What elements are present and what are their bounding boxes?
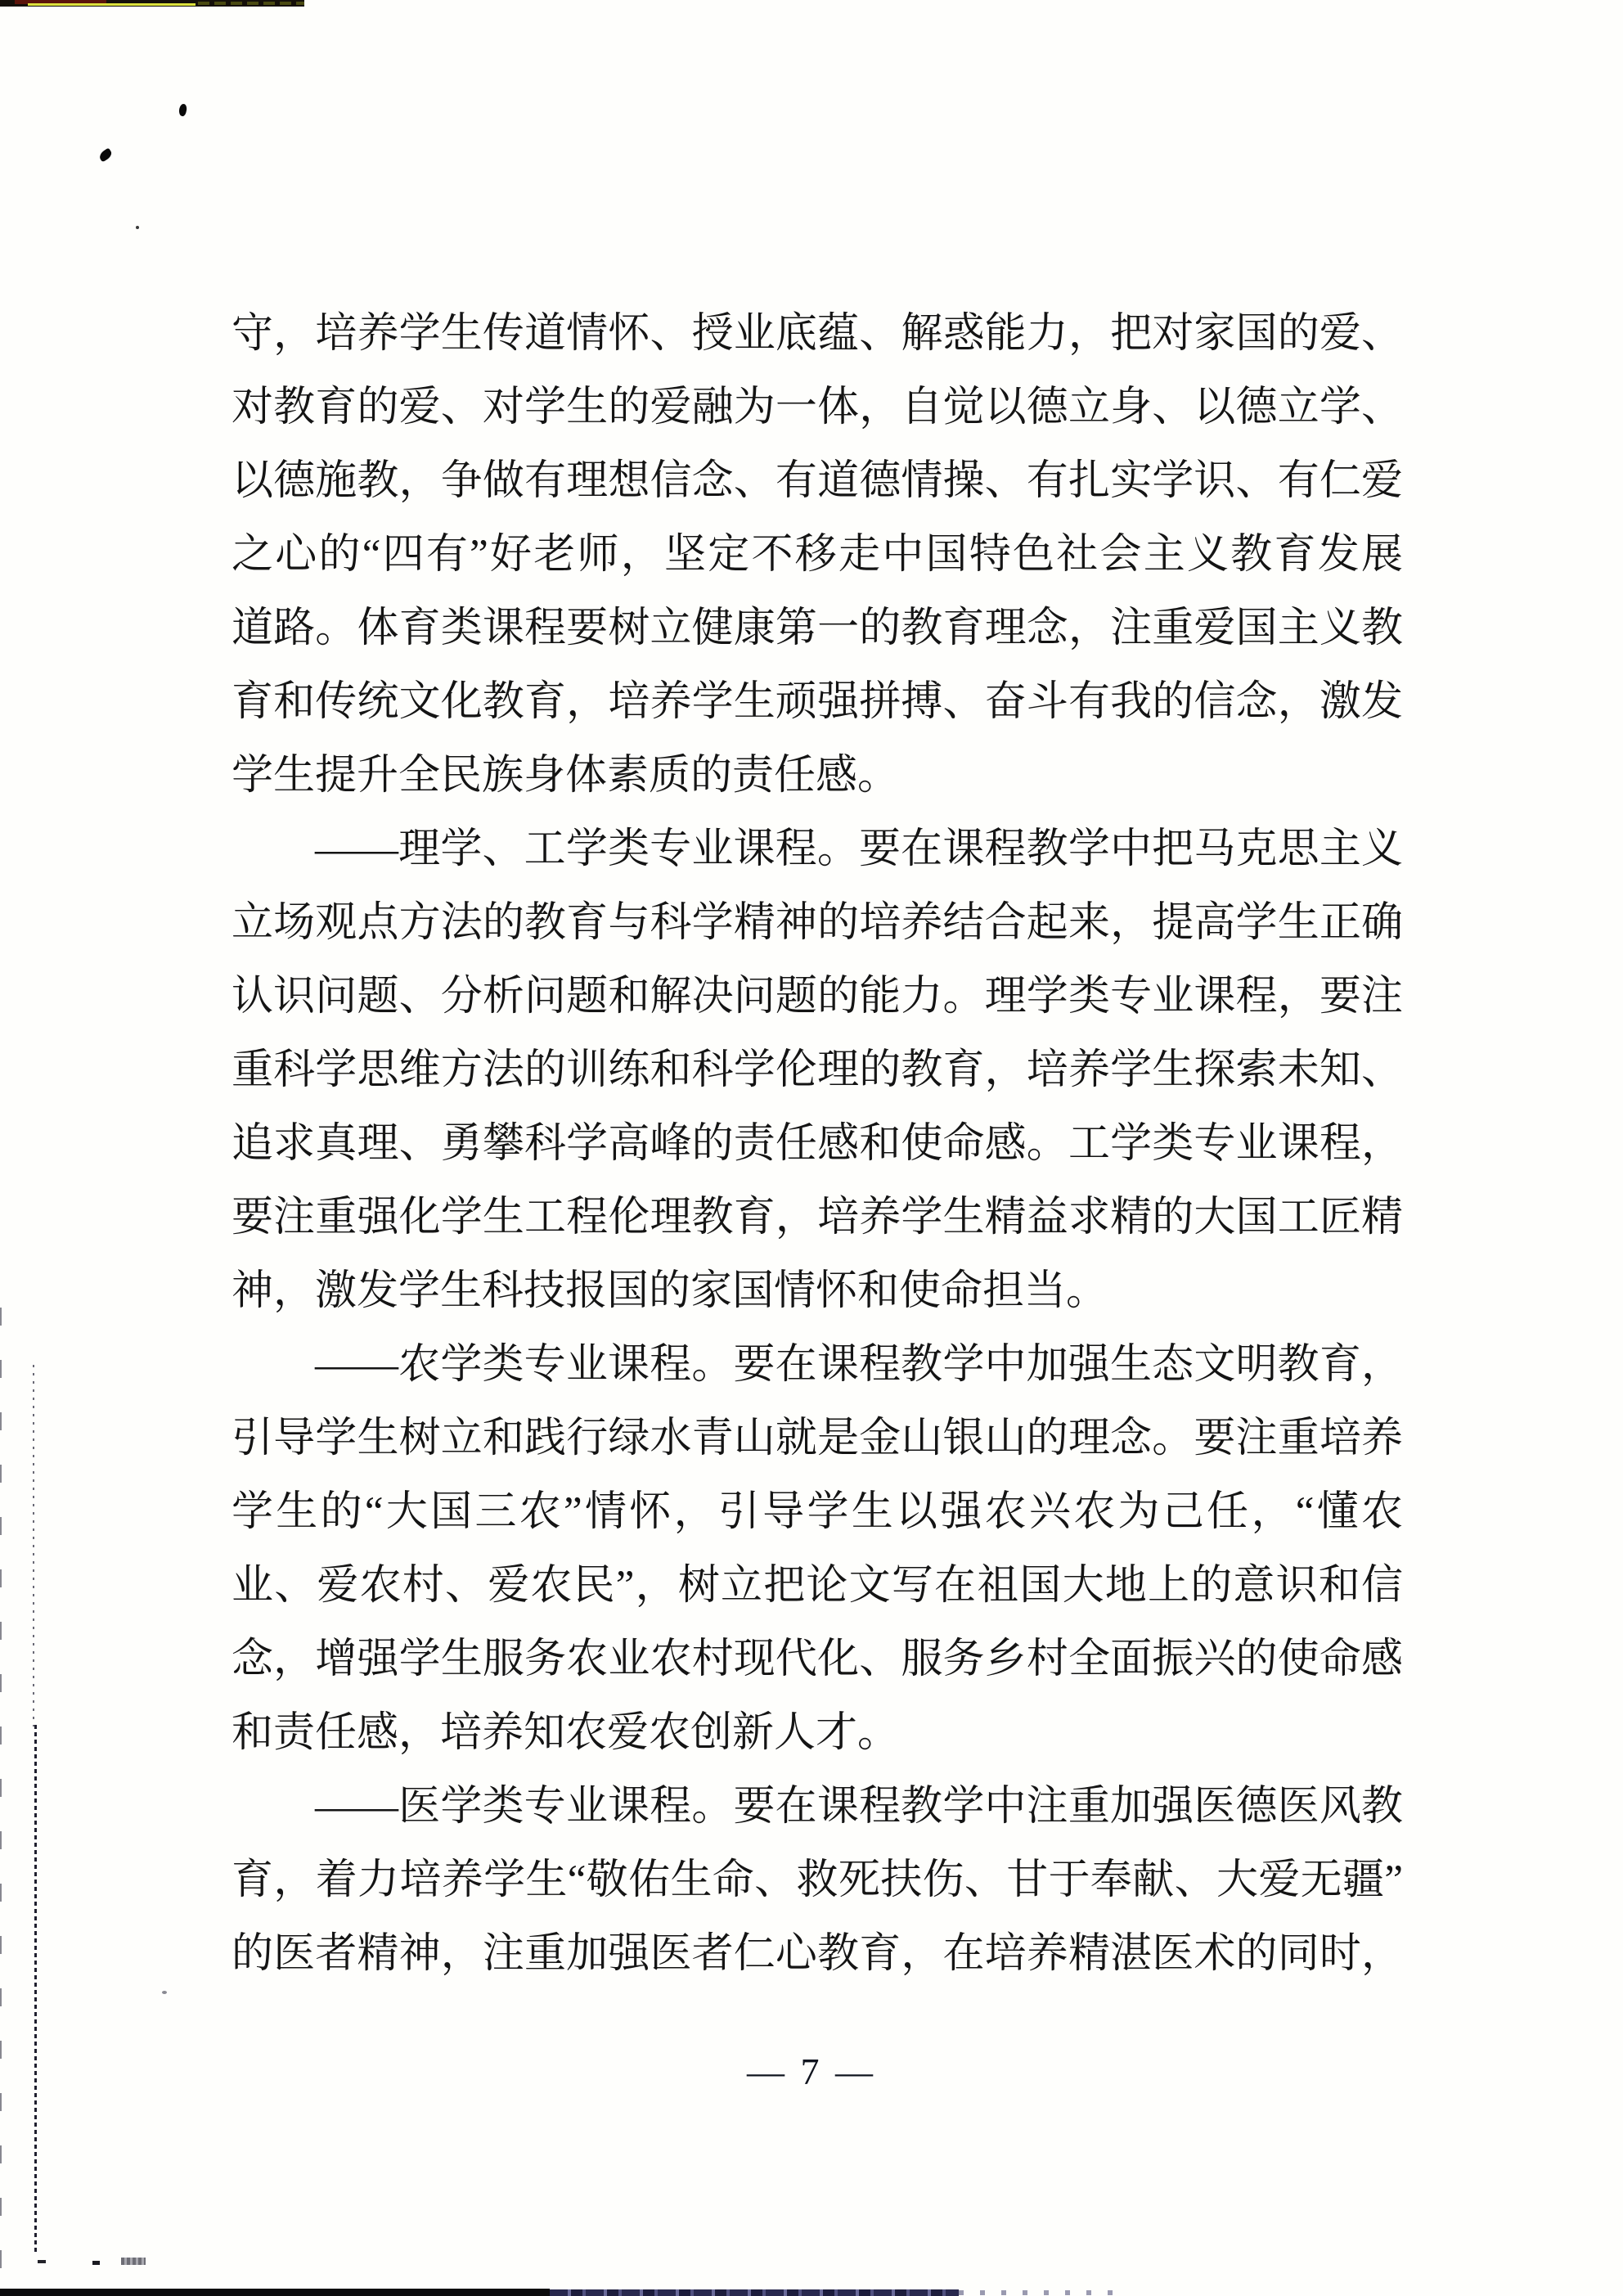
text-line: 学生的“大国三农”情怀，引导学生以强农兴农为己任，“懂农 xyxy=(232,1489,1403,1535)
scan-artifact-bottom-band-gray xyxy=(959,2290,1121,2295)
text-line: ——农学类专业课程。要在课程教学中加强生态文明教育， xyxy=(315,1342,1403,1388)
scan-speck xyxy=(162,1991,167,1994)
text-line: 认识问题、分析问题和解决问题的能力。理学类专业课程，要注 xyxy=(232,974,1403,1020)
text-line: 念，增强学生服务农业农村现代化、服务乡村全面振兴的使命感 xyxy=(232,1636,1403,1682)
page-number: — 7 — xyxy=(747,2051,876,2092)
scan-artifact-dashed-line-upper xyxy=(33,1365,34,1727)
paragraph xyxy=(232,297,1403,813)
text-line: 育和传统文化教育，培养学生顽强拼搏、奋斗有我的信念，激发 xyxy=(232,679,1403,725)
text-line: 育，着力培养学生“敬佑生命、救死扶伤、甘于奉献、大爱无疆” xyxy=(232,1857,1403,1903)
scan-speck xyxy=(178,103,187,117)
scan-speck xyxy=(97,147,113,162)
scan-artifact-dashed-line-lower xyxy=(34,1725,37,2253)
scan-artifact-top-band-olive xyxy=(198,2,304,5)
scan-artifact-bottom-band-blue xyxy=(550,2289,959,2296)
text-line: 业、爱农村、爱农民”，树立把论文写在祖国大地上的意识和信 xyxy=(232,1563,1403,1609)
text-line: 和责任感，培养知农爱农创新人才。 xyxy=(232,1710,900,1756)
text-line: 对教育的爱、对学生的爱融为一体，自觉以德立身、以德立学、 xyxy=(232,385,1403,430)
scan-speck xyxy=(136,226,139,229)
scan-artifact-top-band xyxy=(0,0,304,7)
text-line: 神，激发学生科技报国的家国情怀和使命担当。 xyxy=(232,1268,1108,1314)
paragraph xyxy=(232,1328,1403,1770)
text-line: ——医学类专业课程。要在课程教学中注重加强医德医风教 xyxy=(315,1784,1403,1830)
text-line: 重科学思维方法的训练和科学伦理的教育，培养学生探索未知、 xyxy=(232,1047,1403,1093)
text-line: 守，培养学生传道情怀、授业底蕴、解惑能力，把对家国的爱、 xyxy=(232,311,1403,357)
text-line: 引导学生树立和践行绿水青山就是金山银山的理念。要注重培养 xyxy=(232,1416,1403,1461)
text-line: 学生提升全民族身体素质的责任感。 xyxy=(232,753,900,799)
scan-artifact-bottom-dash xyxy=(92,2261,100,2265)
text-line: 的医者精神，注重加强医者仁心教育，在培养精湛医术的同时， xyxy=(232,1931,1403,1977)
text-line: 以德施教，争做有理想信念、有道德情操、有扎实学识、有仁爱 xyxy=(232,458,1403,504)
scan-artifact-top-band-yellow xyxy=(28,3,196,6)
scan-artifact-bottom-band-black xyxy=(0,2289,550,2296)
text-line: 道路。体育类课程要树立健康第一的教育理念，注重爱国主义教 xyxy=(232,606,1403,651)
text-line: ——理学、工学类专业课程。要在课程教学中把马克思主义 xyxy=(315,826,1403,872)
text-line: 要注重强化学生工程伦理教育，培养学生精益求精的大国工匠精 xyxy=(232,1195,1403,1240)
paragraph xyxy=(232,813,1403,1328)
document-body xyxy=(232,297,1403,1991)
text-line: 追求真理、勇攀科学高峰的责任感和使命感。工学类专业课程， xyxy=(232,1121,1403,1167)
text-line: 立场观点方法的教育与科学精神的培养结合起来，提高学生正确 xyxy=(232,900,1403,946)
paragraph xyxy=(232,1770,1403,1991)
text-line: 之心的“四有”好老师，坚定不移走中国特色社会主义教育发展 xyxy=(232,532,1403,578)
scan-artifact-bottom-dash xyxy=(38,2260,46,2263)
scan-artifact-bottom-dash xyxy=(121,2258,146,2265)
scan-artifact-bottom-band xyxy=(0,2289,1121,2296)
scan-artifact-left-edge-line xyxy=(0,1308,2,2294)
